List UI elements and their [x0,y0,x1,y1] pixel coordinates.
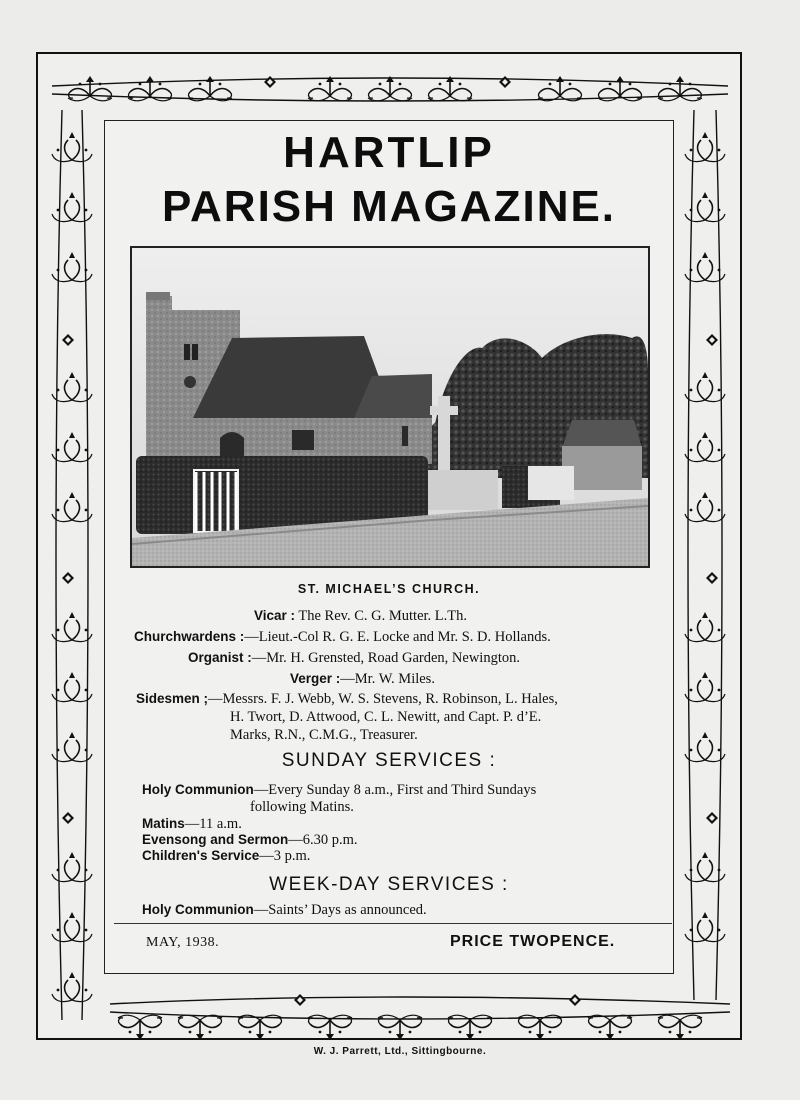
footer-divider [114,923,672,924]
sidesmen-line2: H. Twort, D. Attwood, C. L. Newitt, and Capt. P. d’E. [230,709,542,725]
weekday-holy-communion-label: Holy Communion [142,902,254,917]
vicar-label: Vicar : [254,608,296,623]
sunday-holy-communion-value: —Every Sunday 8 a.m., First and Third Sundays [253,782,537,798]
matins-value: —11 a.m. [184,816,242,832]
sunday-services-heading: SUNDAY SERVICES : [281,750,497,771]
photo-caption: ST. MICHAEL’S CHURCH. [297,582,481,596]
evensong-value: —6.30 p.m. [288,832,358,848]
magazine-title-line2: PARISH MAGAZINE. [161,182,617,231]
weekday-services-heading: WEEK-DAY SERVICES : [269,874,509,895]
churchwardens-value: —Lieut.-Col R. G. E. Locke and Mr. S. D. Hollands. [244,629,551,645]
vicar-line [254,608,467,625]
childrens-service-value: —3 p.m. [259,848,311,864]
sunday-holy-communion-cont: following Matins. [250,799,354,815]
sidesmen-value-line1: —Messrs. F. J. Webb, W. S. Stevens, R. Robinson, L. Hales, [208,691,558,707]
weekday-holy-communion-line [142,902,427,919]
churchwardens-line [134,629,551,646]
printer-credit: W. J. Parrett, Ltd., Sittingbourne. [313,1046,487,1057]
verger-label: Verger : [290,671,341,686]
sidesmen-line [136,691,558,708]
organist-label: Organist : [188,650,252,665]
magazine-title-line1: HARTLIP [283,128,495,177]
price-label: PRICE TWOPENCE. [450,933,616,950]
sunday-holy-communion-label: Holy Communion [142,782,254,797]
sunday-holy-communion-line [142,782,536,799]
organist-line [188,650,520,667]
vicar-value: The Rev. C. G. Mutter. L.Th. [295,608,467,624]
weekday-holy-communion-value: —Saints’ Days as announced. [253,902,427,918]
church-photo-image [132,248,648,566]
verger-value: —Mr. W. Miles. [340,671,435,687]
evensong-label: Evensong and Sermon [142,832,289,847]
organist-value: —Mr. H. Grensted, Road Garden, Newington. [251,650,520,666]
matins-line [142,816,242,833]
childrens-service-label: Children's Service [142,848,260,863]
verger-line [290,671,435,688]
childrens-service-line [142,848,310,865]
evensong-line [142,832,358,849]
issue-date: MAY, 1938. [146,935,220,950]
churchwardens-label: Churchwardens : [134,629,245,644]
church-photograph [130,246,650,568]
sidesmen-line3: Marks, R.N., C.M.G., Treasurer. [230,727,418,743]
matins-label: Matins [142,816,185,831]
sidesmen-label: Sidesmen ; [136,691,209,706]
